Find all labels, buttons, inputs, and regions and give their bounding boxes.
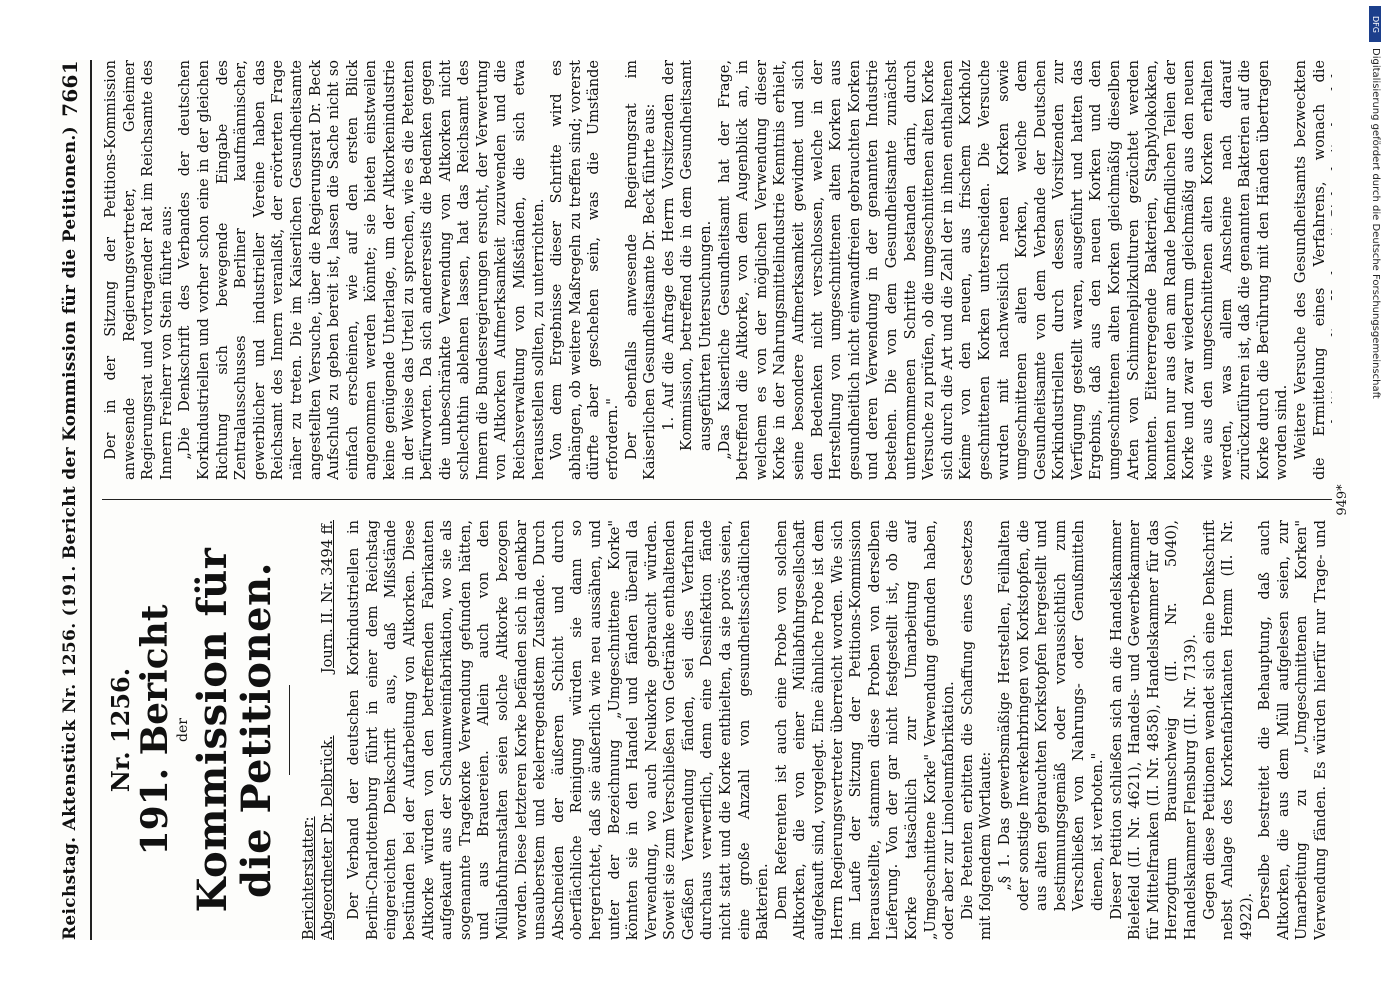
- paragraph: 1. Auf die Anfrage des Herrn Vorsitzenden der Kommission, betreffend die in dem Gesundheitsamt ausgeführten Untersuchungen.: [660, 60, 714, 451]
- reporter-label: Berichterstatter:: [301, 816, 317, 940]
- commission-title: Kommission für die Petitionen.: [189, 547, 280, 913]
- dfg-logo-icon: DFG: [1369, 6, 1381, 42]
- paragraph: Gegen diese Petitionen wendet sich eine Denkschrift nebst Anlage des Korkenfabrikanten Hemm (II. Nr. 4922).: [1201, 520, 1255, 940]
- paragraph: Die Petenten erbitten die Schaffung eines Gesetzes mit folgendem Wortlaute:: [959, 520, 995, 940]
- page-header: [50, 60, 92, 940]
- document-title: [106, 520, 290, 940]
- title-divider: [289, 685, 290, 775]
- right-column: [102, 60, 1332, 480]
- header-title: Reichstag. Aktenstück Nr. 1256. (191. Bericht der Kommission für die Petitionen.): [60, 126, 80, 940]
- journal-reference: Journ. II. Nr. 3494 ff.: [319, 520, 336, 674]
- report-title: 191. Bericht: [134, 604, 176, 856]
- reporter-block: [300, 520, 337, 940]
- document-number: Nr. 1256.: [106, 667, 135, 793]
- paragraph: Der in der Sitzung der Petitions-Kommission anwesende Regierungsvertreter, Geheimer Regierungsrat und vortragender Rat im Reichsamte des Innern Freiherr von Stein führte aus:: [103, 60, 175, 480]
- paragraph: „Das Kaiserliche Gesundheitsamt hat der Frage, betreffend die Altkorke, von dem Augenblick an, in welchem es von der möglichen Verwendung dieser Korke in der Nahrungsmittelindustrie Kenntnis erhielt, seine besondere Aufmerksamkeit gewidmet und sich den Bedenken nicht verschlossen, welche in der Herstellung von umgeschnittenen alten Korken aus gesundheitlich nicht einwandfreien gebrauchten Korken und deren Verwendung in der genannten Industrie bestehen. Die von dem Gesundheitsamte zunächst unternommenen Schritte bestanden darin, durch Versuche zu prüfen, ob die umgeschnittenen alten Korke sich durch die Art und die Zahl der in ihnen enthaltenen Keime von den neuen, aus frischem Korkholz geschnittenen Korken unterscheiden. Die Versuche wurden mit nachweislich neuen Korken sowie umgeschnittenen alten Korken, welche dem Gesundheitsamte von dem Verbande der Deutschen Korkindustriellen durch dessen Vorsitzenden zur Verfügung gestellt waren, ausgeführt und hatten das Ergebnis, daß aus den neuen Korken und den umgeschnittenen alten Korken gleichmäßig dieselben Arten von Schimmelpilzkulturen gezüchtet werden konnten. Eitererregende Bakterien, Staphylokokken, konnten nur aus den am Rande befindlichen Teilen der Korke und zwar wiederum gleichmäßig aus den neuen wie aus den umgeschnittenen alten Korken erhalten werden, was allem Anscheine nach darauf zurückzuführen ist, daß die genannten Bakterien auf die Korke durch die Berührung mit den Händen übertragen worden sind.: [716, 60, 1291, 480]
- rotated-page: [50, 60, 1350, 940]
- law-text: „§ 1. Das gewerbsmäßige Herstellen, Feilhalten oder sonstige Inverkehrbringen von Korkstopfen, die aus alten gebrauchten Korkstopfen hergestellt und bestimmungsgemäß oder voraussichtlich zum Verschließen von Nahrungs- oder Genußmitteln dienen, ist verboten.": [996, 520, 1106, 911]
- paragraph: Dem Referenten ist auch eine Probe von solchen Altkorken, die von einer Müllabfuhrgesellschaft aufgekauft sind, vorgelegt. Eine ähnliche Probe ist dem Herrn Regierungsvertreter überreicht worden. Wie sich im Laufe der Sitzung der Petitions-Kommission herausstellte, stammen diese Proben von derselben Lieferung. Von der gar nicht festgestellt ist, ob die Korke tatsächlich zur Umarbeitung auf „Umgeschnittene Korke" Verwendung gefunden haben, oder aber zur Linoleumfabrikation.: [773, 520, 958, 940]
- left-body: [345, 520, 1332, 940]
- paragraph: Der Verband der deutschen Korkindustriellen in Berlin-Charlottenburg führt in einer dem Reichstag eingereichten Denkschrift aus, daß Mißstände bestünden bei der Aufarbeitung von Altkorken. Diese Altkorke würden von den betreffenden Fabrikanten aufgekauft aus der Schaumweinfabrikation, wo sie als sogenannte Tragekorke Verwendung gefunden hätten, und aus Brauereien. Allein auch von den Müllabfuhranstalten seien solche Altkorke bezogen worden. Diese letzteren Korke befänden sich in denkbar unsauberstem und ekelerregendstem Zustande. Durch Abschneiden der äußeren Schicht und durch oberflächliche Reinigung würden sie dann so hergerichtet, daß sie äußerlich wie neu aussähen, und unter der Bezeichnung „Umgeschnittene Korke" könnten sie in den Handel und fänden überall da Verwendung, wo auch Neukorke gebraucht würden. Soweit sie zum Verschließen von Getränke enthaltenden Gefäßen Verwendung fänden, sei dies Verfahren durchaus verwerflich, denn eine Desinfektion fände nicht statt und die Korke enthielten, da sie porös seien, eine große Anzahl von gesundheitsschädlichen Bakterien.: [346, 520, 772, 940]
- page-number: 7661: [58, 60, 82, 117]
- reporter-name: Abgeordneter Dr. Delbrück.: [319, 735, 336, 940]
- column-divider: [102, 499, 1332, 500]
- paragraph: Weitere Versuche des Gesundheitsamts bezweckten die Ermittelung eines Verfahrens, wonach die: [1293, 60, 1328, 480]
- title-connector: der: [175, 718, 191, 742]
- signature-mark: 949*: [1335, 484, 1350, 516]
- paragraph: Derselbe bestreitet die Behauptung, daß auch Altkorken, die aus dem Müll aufgelesen seien, zur Umarbeitung zu „Umgeschnittenen Korken" Verwendung fänden. Es würden hierfür nur Trage- und: [1257, 520, 1330, 940]
- left-column: [102, 520, 1332, 940]
- paragraph: Dieser Petition schließen sich an die Handelskammer Bielefeld (II. Nr. 4621), Handels- und Gewerbekammer für Mittelfranken (II. Nr. 4858), Handelskammer für das Herzogtum Braunschweig (II. Nr. 5040), Handelskammer Flensburg (II. Nr. 7139).: [1108, 520, 1199, 940]
- digitization-note: Digitalisierung gefördert durch die Deutsche Forschungsgemeinschaft: [1370, 48, 1381, 399]
- paragraph: Der ebenfalls anwesende Regierungsrat im Kaiserlichen Gesundheitsamte Dr. Beck führte aus:: [623, 60, 659, 480]
- right-body: [102, 60, 1332, 480]
- paragraph: Von dem Ergebnisse dieser Schritte wird es abhängen, ob weitere Maßregeln zu treffen sind; vorerst dürfte aber geschehen sein, was die Umstände erfordern.": [549, 60, 622, 480]
- paragraph: „Die Denkschrift des Verbandes der deutschen Korkindustriellen und vorher schon eine in der gleichen Richtung sich bewegende Eingabe des Zentralausschusses Berliner kaufmännischer, gewerblicher und industrieller Vereine haben das Reichsamt des Innern veranlaßt, der erörterten Frage näher zu treten. Die im Kaiserlichen Gesundheitsamte angestellten Versuche, über die Regierungsrat Dr. Beck Aufschluß zu geben bereit ist, lassen die Sache nicht so einfach erscheinen, wie auf den ersten Blick angenommen werden könnte; sie bieten einstweilen keine genügende Unterlage, um der Altkorkenindustrie in der Weise das Urteil zu sprechen, wie es die Petenten befürworten. Da sich andererseits die Bedenken gegen die unbeschränkte Verwendung von Altkorken nicht schlechthin ablehnen lassen, hat das Reichsamt des Innern die Bundesregierungen ersucht, der Verwertung von Altkorken Aufmerksamkeit zuzuwenden und die Reichsverwaltung von Mißständen, die sich etwa herausstellen sollten, zu unterrichten.: [177, 60, 547, 480]
